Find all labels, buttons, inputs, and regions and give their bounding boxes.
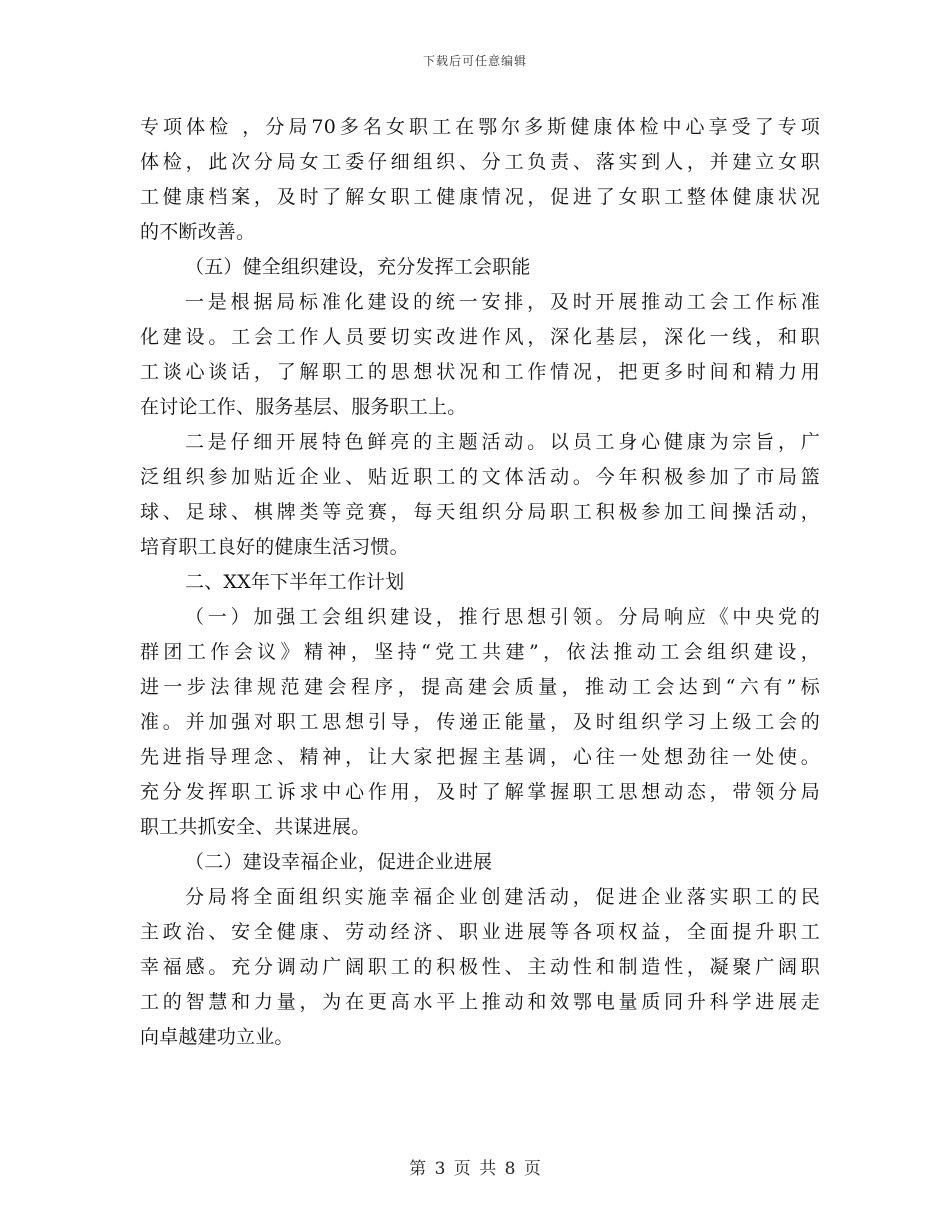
body-line: 先进指导理念、精神，让大家把握主基调，心往一处想劲往一处使。 [140,746,820,768]
body-line: 向卓越建功立业。 [140,1026,294,1048]
section-heading: （二）建设幸福企业，促进企业进展 [185,851,493,873]
body-line: 二是仔细开展特色鲜亮的主题活动。以员工身心健康为宗旨，广 [185,431,820,453]
body-line: 准。并加强对职工思想引导，传递正能量，及时组织学习上级工会的 [140,711,820,733]
body-line: 一是根据局标准化建设的统一安排，及时开展推动工会工作标准 [185,291,820,313]
body-line: 工健康档案，及时了解女职工健康情况，促进了女职工整体健康状况 [140,186,820,208]
body-line: 的不断改善。 [140,221,256,243]
body-line: （一）加强工会组织建设，推行思想引领。分局响应《中央党的 [185,606,820,628]
body-line: 主政治、安全健康、劳动经济、职业进展等各项权益，全面提升职工 [140,921,820,943]
section-heading: （五）健全组织建设，充分发挥工会职能 [185,256,531,278]
body-line: 化建设。工会工作人员要切实改进作风，深化基层，深化一线，和职 [140,326,820,348]
body-line: 工的智慧和力量，为在更高水平上推动和效鄂电量质同升科学进展走 [140,991,820,1013]
body-line: 进一步法律规范建会程序，提高建会质量，推动工会达到“六有”标 [140,676,820,698]
body-line: 泛组织参加贴近企业、贴近职工的文体活动。今年积极参加了市局篮 [140,466,820,488]
body-line: 幸福感。充分调动广阔职工的积极性、主动性和制造性，凝聚广阔职 [140,956,820,978]
body-line: 分局将全面组织实施幸福企业创建活动，促进企业落实职工的民 [185,886,820,908]
body-line: 群团工作会议》精神，坚持“党工共建”，依法推动工会组织建设， [140,641,820,663]
body-line: 专项体检 ，分局70多名女职工在鄂尔多斯健康体检中心享受了专项 [140,116,820,138]
body-line: 在讨论工作、服务基层、服务职工上。 [140,396,467,418]
body-line: 职工共抓安全、共谋进展。 [140,816,371,838]
body-text [140,110,820,1055]
body-line: 充分发挥职工诉求中心作用，及时了解掌握职工思想动态，带领分局 [140,781,820,803]
page-header: 下载后可任意编辑 [422,54,527,68]
page-number: 第 3 页 共 8 页 [409,1159,541,1179]
body-line: 体检，此次分局女工委仔细组织、分工负责、落实到人，并建立女职 [140,151,820,173]
body-line: 球、足球、棋牌类等竞赛，每天组织分局职工积极参加工间操活动， [140,501,820,523]
section-heading: 二、XX年下半年工作计划 [185,571,405,593]
body-line: 工谈心谈话，了解职工的思想状况和工作情况，把更多时间和精力用 [140,361,820,383]
body-line: 培育职工良好的健康生活习惯。 [140,536,409,558]
